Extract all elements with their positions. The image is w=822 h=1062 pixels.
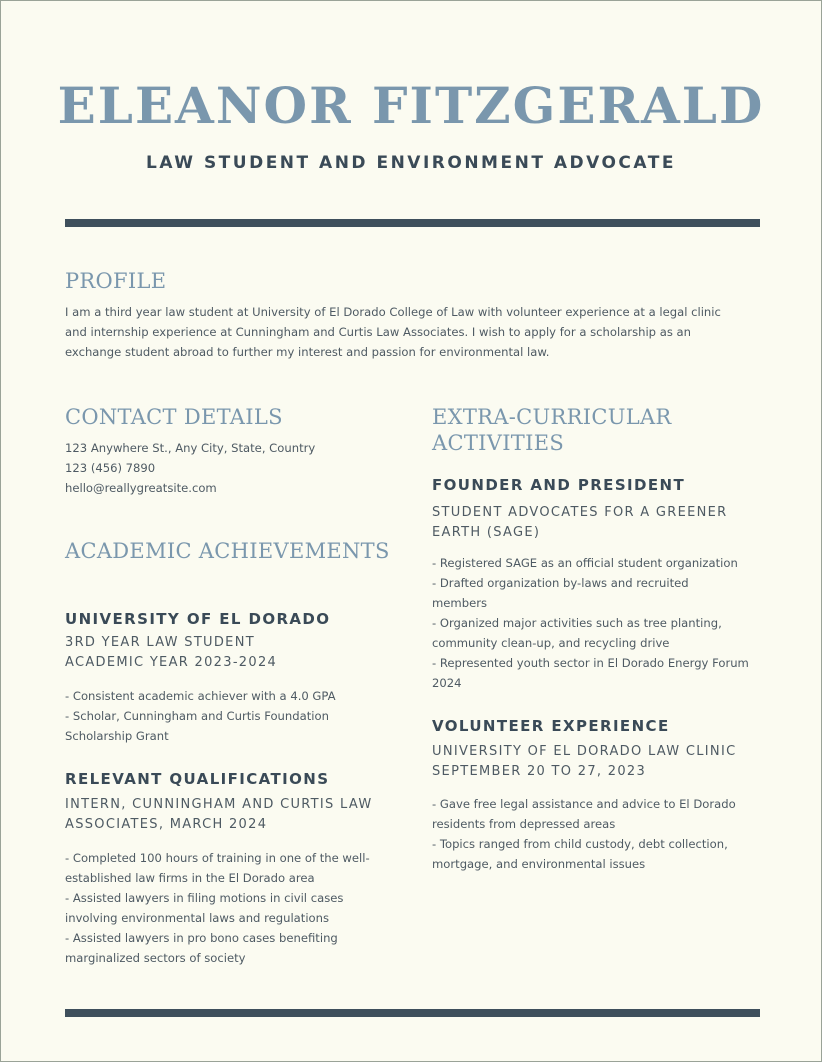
extracurricular-org-line: EARTH (SAGE)	[432, 525, 541, 540]
bullet-line: members	[432, 596, 488, 610]
bullet-line: - Drafted organization by-laws and recruited	[432, 576, 689, 590]
bullet-line: - Organized major activities such as tree planting,	[432, 616, 722, 630]
profile-line: and internship experience at Cunningham and Curtis Law Associates. I wish to apply for a scholarship as an	[65, 325, 692, 339]
qualifications-bullets	[65, 848, 370, 968]
profile-line: I am a third year law student at University of El Dorado College of Law with volunteer experience at a legal clinic	[65, 305, 721, 319]
bullet-line: marginalized sectors of society	[65, 951, 246, 965]
bullet-line: established law firms in the El Dorado area	[65, 871, 315, 885]
profile-line: exchange student abroad to further my interest and passion for environmental law.	[65, 345, 550, 359]
bullet-line: mortgage, and environmental issues	[432, 857, 646, 871]
academic-year-line: ACADEMIC YEAR 2023-2024	[65, 655, 278, 670]
candidate-name: ELEANOR FITZGERALD	[57, 76, 765, 135]
volunteer-bullets	[432, 794, 736, 874]
extracurricular-heading-line: EXTRA-CURRICULAR	[432, 405, 672, 429]
bullet-line: residents from depressed areas	[432, 817, 616, 831]
extracurricular-heading	[432, 404, 672, 456]
academic-year	[65, 633, 277, 673]
candidate-subtitle: LAW STUDENT AND ENVIRONMENT ADVOCATE	[146, 153, 676, 173]
volunteer-org-line: UNIVERSITY OF EL DORADO LAW CLINIC	[432, 744, 737, 759]
bullet-line: - Assisted lawyers in filing motions in civil cases	[65, 891, 344, 905]
bullet-line: - Represented youth sector in El Dorado Energy Forum	[432, 656, 749, 670]
bullet-line: - Scholar, Cunningham and Curtis Foundation	[65, 709, 329, 723]
bullet-line: Scholarship Grant	[65, 729, 169, 743]
extracurricular-org	[432, 503, 728, 543]
volunteer-heading: VOLUNTEER EXPERIENCE	[432, 717, 670, 735]
volunteer-org	[432, 742, 736, 782]
contact-email: hello@reallygreatsite.com	[65, 481, 217, 495]
bullet-line: - Completed 100 hours of training in one of the well-	[65, 851, 370, 865]
bullet-line: - Consistent academic achiever with a 4.0 GPA	[65, 689, 336, 703]
top-divider	[65, 219, 760, 227]
bullet-line: - Registered SAGE as an official student organization	[432, 556, 738, 570]
contact-details	[65, 438, 315, 498]
academic-heading: ACADEMIC ACHIEVEMENTS	[65, 539, 390, 563]
bullet-line: involving environmental laws and regulations	[65, 911, 330, 925]
profile-heading: PROFILE	[65, 269, 167, 293]
qualifications-heading: RELEVANT QUALIFICATIONS	[65, 770, 330, 788]
extracurricular-role: FOUNDER AND PRESIDENT	[432, 476, 686, 494]
bullet-line: community clean-up, and recycling drive	[432, 636, 670, 650]
academic-school: UNIVERSITY OF EL DORADO	[65, 610, 331, 628]
qualifications-role-line: INTERN, CUNNINGHAM AND CURTIS LAW	[65, 797, 373, 812]
profile-text	[65, 302, 721, 362]
bottom-divider	[65, 1009, 760, 1017]
bullet-line: - Topics ranged from child custody, debt collection,	[432, 837, 728, 851]
extracurricular-bullets	[432, 553, 749, 693]
bullet-line: - Assisted lawyers in pro bono cases benefiting	[65, 931, 338, 945]
extracurricular-org-line: STUDENT ADVOCATES FOR A GREENER	[432, 505, 728, 520]
contact-phone: 123 (456) 7890	[65, 461, 156, 475]
bullet-line: 2024	[432, 676, 462, 690]
qualifications-role	[65, 795, 373, 835]
academic-year-line: 3RD YEAR LAW STUDENT	[65, 635, 255, 650]
extracurricular-heading-line: ACTIVITIES	[432, 431, 565, 455]
qualifications-role-line: ASSOCIATES, MARCH 2024	[65, 817, 268, 832]
bullet-line: - Gave free legal assistance and advice to El Dorado	[432, 797, 736, 811]
contact-address: 123 Anywhere St., Any City, State, Country	[65, 441, 316, 455]
academic-bullets	[65, 686, 336, 746]
contact-heading: CONTACT DETAILS	[65, 405, 283, 429]
volunteer-org-line: SEPTEMBER 20 TO 27, 2023	[432, 764, 647, 779]
